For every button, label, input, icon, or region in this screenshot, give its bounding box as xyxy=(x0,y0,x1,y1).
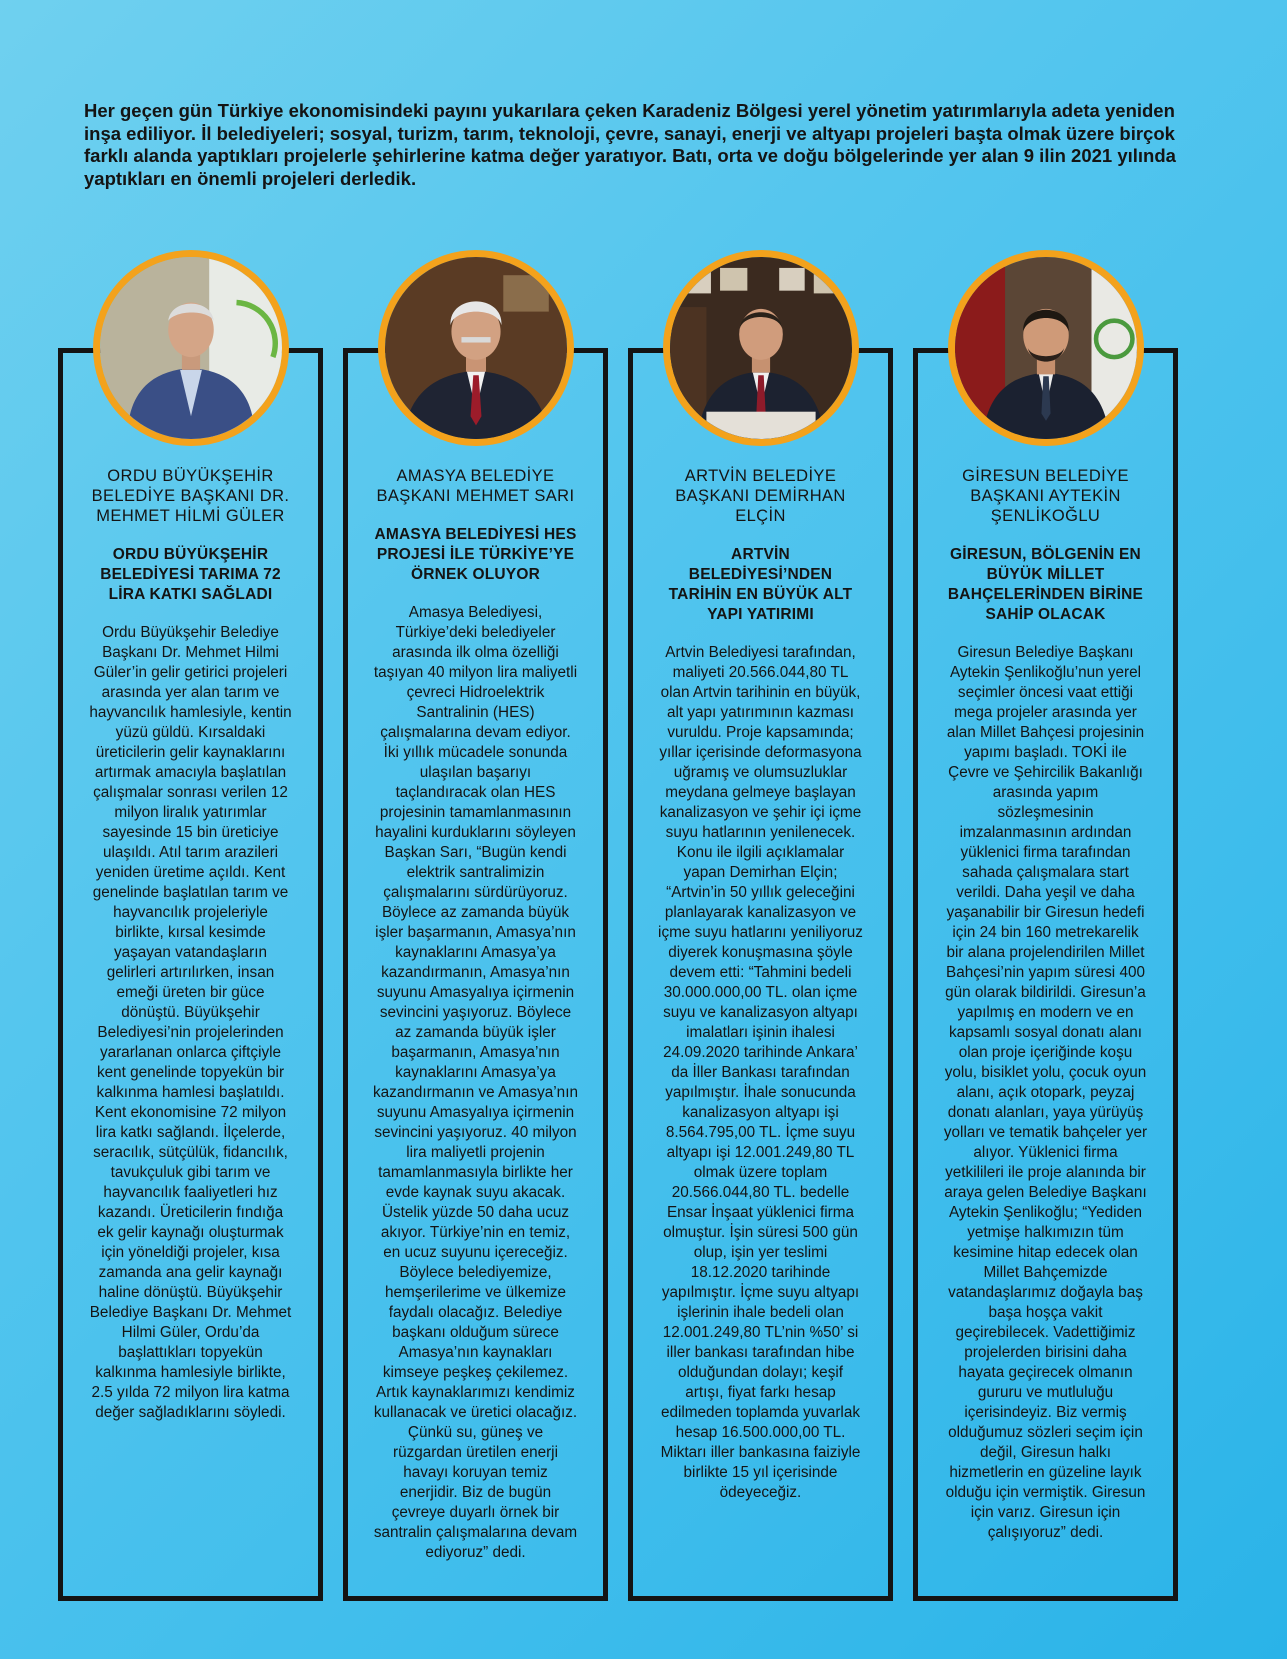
article-headline: AMASYA BELEDİYESİ HES PROJESİ İLE TÜRKİYE’YE ÖRNEK OLUYOR xyxy=(374,526,577,583)
article-body: Ordu Büyükşehir Belediye Başkanı Dr. Mehmet Hilmi Güler’in gelir getirici projeleri arasında yer alan tarım ve hayvancılık hamlesiyle, kentin yüzü güldü. Kırsaldaki üreticilerin gelir kaynaklarını artırmak amacıyla başlatılan çalışmalar sonrası verilen 12 milyon liralık yatırımlar sayesinde 15 bin üreticiye ulaşıldı. Atıl tarım arazileri yeniden üretime açıldı. Kent genelinde başlatılan tarım ve hayvancılık projeleriyle birlikte, kırsal kesimde yaşayan vatandaşların gelirleri artırılırken, insan emeği üreten bir güce dönüştü. Büyükşehir Belediyesi’nin projelerinden yararlanan onlarca çiftçiyle kent genelinde topyekün bir kalkınma hamlesi başlatıldı. Kent ekonomisine 72 milyon lira katkı sağlandı. İlçelerde, seracılık, sütçülük, fidancılık, tavukçuluk gibi tarım ve hayvancılık faaliyetleri hız kazandı. Üreticilerin fındığa ek gelir kaynağı oluşturmak için yöneldiği projeler, kısa zamanda ana gelir kaynağı haline dönüştü. Büyükşehir Belediye Başkanı Dr. Mehmet Hilmi Güler, Ordu’da başlattıkları topyekün kalkınma hamlesiyle birlikte, 2.5 yılda 72 milyon lira katma değer sağladıklarını söyledi. xyxy=(89,624,292,1421)
mayor-photo-ordu xyxy=(93,250,289,446)
mayor-column-giresun xyxy=(913,348,1178,1601)
mayor-photo-giresun xyxy=(948,250,1144,446)
article-body: Giresun Belediye Başkanı Aytekin Şenlikoğlu’nun yerel seçimler öncesi vaat ettiği mega projeler arasında yer alan Millet Bahçesi projesinin yapımı başladı. TOKİ ile Çevre ve Şehircilik Bakanlığı arasında yapım sözleşmesinin imzalanmasının ardından yüklenici firma tarafından sahada çalışmalara start verildi. Daha yeşil ve daha yaşanabilir bir Giresun hedefi için 24 bin 160 metrekarelik bir alana projelendirilen Millet Bahçesi’nin yapım süresi 400 gün olarak bildirildi. Giresun’a yapılmış en modern ve en kapsamlı sosyal donatı alanı olan proje içeriğinde koşu yolu, bisiklet yolu, çocuk oyun alanı, açık otopark, peyzaj donatı alanları, yaya yürüyüş yolları ve tematik bahçeler yer alıyor. Yüklenici firma yetkilileri ile proje alanında bir araya gelen Belediye Başkanı Aytekin Şenlikoğlu; “Yediden yetmişe halkımızın tüm kesimine hitap edecek olan Millet Bahçemizde vatandaşlarımız doğayla baş başa hoşça vakit geçirebilecek. Vadettiğimiz projelerden birisini daha hayata geçirecek olmanın gururu ve mutluluğu içerisindeyiz. Biz vermiş olduğumuz sözleri seçim için değil, Giresun halkı hizmetlerin en güzeline layık olduğu için vermiştik. Giresun için varız. Giresun için çalışıyoruz” dedi. xyxy=(943,644,1148,1541)
intro-paragraph: Her geçen gün Türkiye ekonomisindeki payını yukarılara çeken Karadeniz Bölgesi yerel yönetim yatırımlarıyla adeta yeniden inşa ediliyor. İl belediyeleri; sosyal, turizm, tarım, teknoloji, çevre, sanayi, enerji ve altyapı projeleri başta olmak üzere birçok farklı alanda yaptıkları projelerle şehirlerine katma değer yaratıyor. Batı, orta ve doğu bölgelerinde yer alan 9 ilin 2021 yılında yaptıkları en önemli projeleri derledik. xyxy=(84,100,1176,189)
article-headline: GİRESUN, BÖLGENİN EN BÜYÜK MİLLET BAHÇELERİNDEN BİRİNE SAHİP OLACAK xyxy=(947,546,1144,623)
mayor-column-artvin xyxy=(628,348,893,1601)
mayor-title: ARTVİN BELEDİYE BAŞKANI DEMİRHAN ELÇİN xyxy=(675,467,846,525)
article-body: Amasya Belediyesi, Türkiye’deki belediyeler arasında ilk olma özelliği taşıyan 40 milyon lira maliyetli çevreci Hidroelektrik Santralinin (HES) çalışmalarına devam ediyor. İki yıllık mücadele sonunda ulaşılan başarıyı taçlandıracak olan HES projesinin tamamlanmasının hayalini kurduklarını söyleyen Başkan Sarı, “Bugün kendi elektrik santralimizin çalışmalarını sürdürüyoruz. Böylece az zamanda büyük işler başarmanın, Amasya’nın kaynaklarını Amasya’ya kazandırmanın, Amasya’nın suyunu Amasyalıya içirmenin sevincini yaşıyoruz. Böylece az zamanda büyük işler başarmanın, Amasya’nın kaynaklarını Amasya’ya kazandırmanın ve Amasya’nın suyunu Amasyalıya içirmenin sevincini yaşıyoruz. 40 milyon lira maliyetli projenin tamamlanmasıyla birlikte her evde kaynak suyu akacak. Üstelik yüzde 50 daha ucuz akıyor. Türkiye’nin en temiz, en ucuz suyunu içereceğiz. Böylece belediyemize, hemşerilerime ve ülkemize faydalı olacağız. Belediye başkanı olduğum sürece Amasya’nın kaynakları kimseye peşkeş çekilemez. Artık kaynaklarımızı kendimiz kullanacak ve üretici olacağız. Çünkü su, güneş ve rüzgardan üretilen enerji havayı koruyan temiz enerjidir. Biz de bugün çevreye duyarlı örnek bir santralin çalışmalarına devam ediyoruz” dedi. xyxy=(373,604,578,1561)
mayor-title: GİRESUN BELEDİYE BAŞKANI AYTEKİN ŞENLİKOĞLU xyxy=(962,467,1129,525)
mayor-title: AMASYA BELEDİYE BAŞKANI MEHMET SARI xyxy=(376,467,575,505)
mayor-title: ORDU BÜYÜKŞEHİR BELEDİYE BAŞKANI DR. MEHMET HİLMİ GÜLER xyxy=(91,467,290,525)
mayor-photo-amasya xyxy=(378,250,574,446)
article-body: Artvin Belediyesi tarafından, maliyeti 20.566.044,80 TL olan Artvin tarihinin en büyük, alt yapı yatırımının kazması vuruldu. Proje kapsamında; yıllar içerisinde deformasyona uğramış ve olumsuzluklar meydana gelmeye başlayan kanalizasyon ve şehir içi içme suyu hatlarının yenilenecek. Konu ile ilgili açıklamalar yapan Demirhan Elçin; “Artvin’in 50 yıllık geleceğini planlayarak kanalizasyon ve içme suyu hatlarını yeniliyoruz diyerek konuşmasına şöyle devem etti: “Tahmini bedeli 30.000.000,00 TL. olan içme suyu ve kanalizasyon altyapı imalatları işinin ihalesi 24.09.2020 tarihinde Ankara’ da İller Bankası tarafından yapılmıştır. İhale sonucunda kanalizasyon altyapı işi 8.564.795,00 TL. İçme suyu altyapı işi 12.001.249,80 TL olmak üzere toplam 20.566.044,80 TL. bedelle Ensar İnşaat yüklenici firma olmuştur. İşin süresi 500 gün olup, işin yer teslimi 18.12.2020 tarihinde yapılmıştır. İçme suyu altyapı işlerinin ihale bedeli olan 12.001.249,80 TL’nin %50’ si iller bankası tarafından hibe olduğundan dolayı; keşif artışı, fiyat farkı hesap edilmeden toplamda yuvarlak hesap 16.500.000,00 TL. Miktarı iller bankasına faiziyle birlikte 15 yıl içerisinde ödeyeceğiz. xyxy=(658,644,863,1501)
article-headline: ORDU BÜYÜKŞEHİR BELEDİYESİ TARIMA 72 LİRA KATKI SAĞLADI xyxy=(100,546,281,603)
article-headline: ARTVİN BELEDİYESİ’NDEN TARİHİN EN BÜYÜK ALT YAPI YATIRIMI xyxy=(668,546,853,623)
mayor-column-amasya xyxy=(343,348,608,1601)
mayor-column-ordu xyxy=(58,348,323,1601)
mayor-photo-artvin xyxy=(663,250,859,446)
